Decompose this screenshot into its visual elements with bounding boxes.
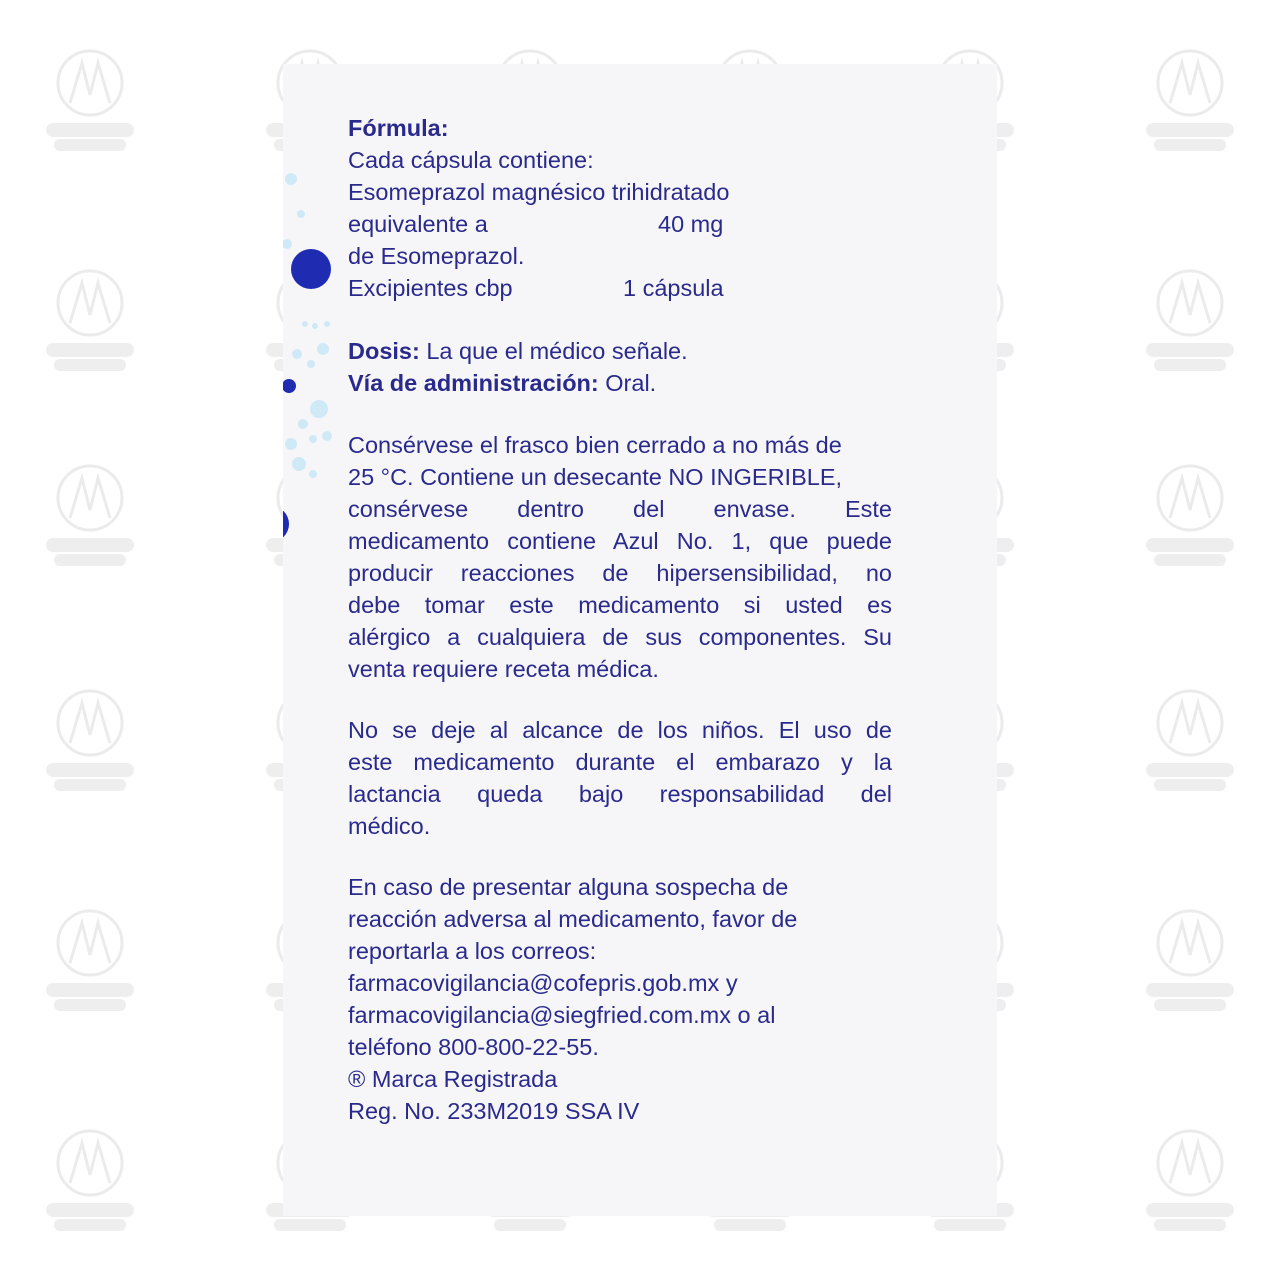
- paragraph-line: alérgico a cualquiera de sus componentes. Su: [348, 624, 892, 650]
- paragraph-line: medicamento contiene Azul No. 1, que puede: [348, 528, 892, 554]
- excipients-row: [348, 272, 729, 304]
- watermark-logo: [40, 265, 140, 375]
- formula-line: Cada cápsula contiene:: [348, 147, 594, 173]
- paragraph-line: reacción adversa al medicamento, favor de: [348, 906, 798, 932]
- watermark-logo: [1140, 905, 1240, 1015]
- email-line: farmacovigilancia@siegfried.com.mx o al: [348, 1002, 776, 1028]
- route-line: [348, 367, 688, 399]
- email-line: farmacovigilancia@cofepris.gob.mx y: [348, 970, 738, 996]
- dosage-text: La que el médico señale.: [419, 338, 688, 364]
- watermark-logo: [40, 685, 140, 795]
- dosage-block: [348, 335, 688, 399]
- phone-line: teléfono 800-800-22-55.: [348, 1034, 599, 1060]
- watermark-logo: [1140, 45, 1240, 155]
- paragraph-line: consérvese dentro del envase. Este: [348, 496, 892, 522]
- watermark-logo: [40, 45, 140, 155]
- formula-line: de Esomeprazol.: [348, 243, 525, 269]
- watermark-logo: [40, 460, 140, 570]
- report-paragraph: [348, 871, 797, 1127]
- route-label: Vía de administración:: [348, 370, 599, 396]
- watermark-logo: [40, 905, 140, 1015]
- watermark-logo: [1140, 460, 1240, 570]
- route-text: Oral.: [598, 370, 657, 396]
- watermark-logo: [40, 1125, 140, 1235]
- excipients-label: Excipientes cbp: [348, 275, 513, 301]
- formula-title: Fórmula:: [348, 115, 449, 141]
- paragraph-line: venta requiere receta médica.: [348, 656, 659, 682]
- paragraph-line: producir reacciones de hipersensibilidad, no: [348, 560, 892, 586]
- excipients-value: 1 cápsula: [623, 275, 724, 301]
- equivalent-label: equivalente a: [348, 211, 488, 237]
- watermark-logo: [1140, 1125, 1240, 1235]
- formula-line: Esomeprazol magnésico trihidratado: [348, 179, 730, 205]
- watermark-logo: [1140, 265, 1240, 375]
- warning-paragraph: [348, 714, 892, 842]
- paragraph-line: reportarla a los correos:: [348, 938, 597, 964]
- paragraph-line: Consérvese el frasco bien cerrado a no más de: [348, 432, 842, 458]
- watermark-logo: [1140, 685, 1240, 795]
- paragraph-line: debe tomar este medicamento si usted es: [348, 592, 892, 618]
- equivalent-value: 40 mg: [658, 211, 724, 237]
- dosage-line: [348, 335, 688, 367]
- label-card: [283, 64, 997, 1216]
- paragraph-line: médico.: [348, 813, 431, 839]
- paragraph-line: lactancia queda bajo responsabilidad del: [348, 781, 892, 807]
- paragraph-line: este medicamento durante el embarazo y la: [348, 749, 892, 775]
- registration-line: Reg. No. 233M2019 SSA IV: [348, 1098, 640, 1124]
- paragraph-line: 25 °C. Contiene un desecante NO INGERIBLE,: [348, 464, 843, 490]
- paragraph-line: En caso de presentar alguna sospecha de: [348, 874, 789, 900]
- paragraph-line: No se deje al alcance de los niños. El uso de: [348, 717, 892, 743]
- formula-block: [348, 112, 729, 304]
- equivalent-row: [348, 208, 729, 240]
- trademark-line: ® Marca Registrada: [348, 1066, 558, 1092]
- dosage-label: Dosis:: [348, 338, 420, 364]
- storage-paragraph: [348, 429, 892, 685]
